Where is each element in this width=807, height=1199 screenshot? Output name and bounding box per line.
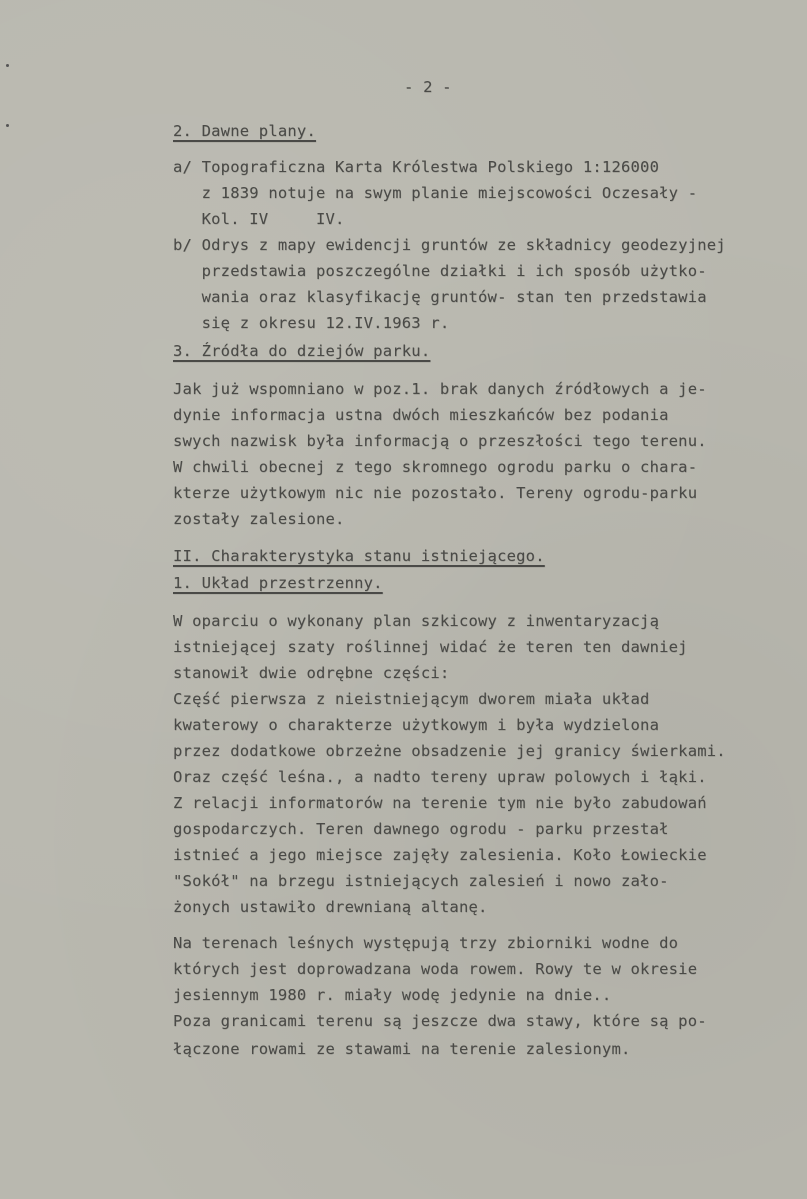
text-line: W oparciu o wykonany plan szkicowy z inwentaryzacją bbox=[173, 612, 660, 630]
text-line: Część pierwsza z nieistniejącym dworem miała układ bbox=[173, 690, 650, 708]
text-line: Jak już wspomniano w poz.1. brak danych źródłowych a je- bbox=[173, 380, 707, 398]
margin-mark bbox=[6, 124, 9, 127]
text-line: jesiennym 1980 r. miały wodę jedynie na dnie.. bbox=[173, 986, 612, 1004]
text-line: żonych ustawiło drewnianą altanę. bbox=[173, 898, 488, 916]
text-line: swych nazwisk była informacją o przeszłości tego terenu. bbox=[173, 432, 707, 450]
text-line: kwaterowy o charakterze użytkowym i była wydzielona bbox=[173, 716, 660, 734]
margin-mark bbox=[6, 64, 9, 67]
text-line: istnieć a jego miejsce zajęły zalesienia. Koło Łowieckie bbox=[173, 846, 707, 864]
text-line: b/ Odrys z mapy ewidencji gruntów ze składnicy geodezyjnej bbox=[173, 236, 726, 254]
section-heading: II. Charakterystyka stanu istniejącego. bbox=[173, 547, 545, 565]
page-number: - 2 - bbox=[404, 78, 452, 96]
text-line: przedstawia poszczególne działki i ich sposób użytko- bbox=[173, 262, 707, 280]
text-line: kterze użytkowym nic nie pozostało. Tereny ogrodu-parku bbox=[173, 484, 698, 502]
text-line: których jest doprowadzana woda rowem. Rowy te w okresie bbox=[173, 960, 698, 978]
section-heading: 2. Dawne plany. bbox=[173, 122, 316, 140]
text-line: stanowił dwie odrębne części: bbox=[173, 664, 450, 682]
text-line: Na terenach leśnych występują trzy zbiorniki wodne do bbox=[173, 934, 679, 952]
text-line: zostały zalesione. bbox=[173, 510, 345, 528]
text-line: przez dodatkowe obrzeżne obsadzenie jej granicy świerkami. bbox=[173, 742, 726, 760]
text-line: gospodarczych. Teren dawnego ogrodu - parku przestał bbox=[173, 820, 669, 838]
text-line: "Sokół" na brzegu istniejących zalesień i nowo zało- bbox=[173, 872, 669, 890]
text-line: się z okresu 12.IV.1963 r. bbox=[173, 314, 450, 332]
text-line: a/ Topograficzna Karta Królestwa Polskiego 1:126000 bbox=[173, 158, 660, 176]
text-line: Oraz część leśna., a nadto tereny upraw polowych i łąki. bbox=[173, 768, 707, 786]
text-line: łączone rowami ze stawami na terenie zalesionym. bbox=[173, 1040, 631, 1058]
section-heading: 1. Układ przestrzenny. bbox=[173, 574, 383, 592]
text-line: W chwili obecnej z tego skromnego ogrodu parku o chara- bbox=[173, 458, 698, 476]
text-line: Poza granicami terenu są jeszcze dwa stawy, które są po- bbox=[173, 1012, 707, 1030]
text-line: dynie informacja ustna dwóch mieszkańców bez podania bbox=[173, 406, 669, 424]
section-heading: 3. Źródła do dziejów parku. bbox=[173, 342, 431, 360]
text-line: Z relacji informatorów na terenie tym nie było zabudowań bbox=[173, 794, 707, 812]
text-line: z 1839 notuje na swym planie miejscowości Oczesały - bbox=[173, 184, 698, 202]
text-line: wania oraz klasyfikację gruntów- stan ten przedstawia bbox=[173, 288, 707, 306]
text-line: istniejącej szaty roślinnej widać że teren ten dawniej bbox=[173, 638, 688, 656]
text-line: Kol. IV IV. bbox=[173, 210, 345, 228]
